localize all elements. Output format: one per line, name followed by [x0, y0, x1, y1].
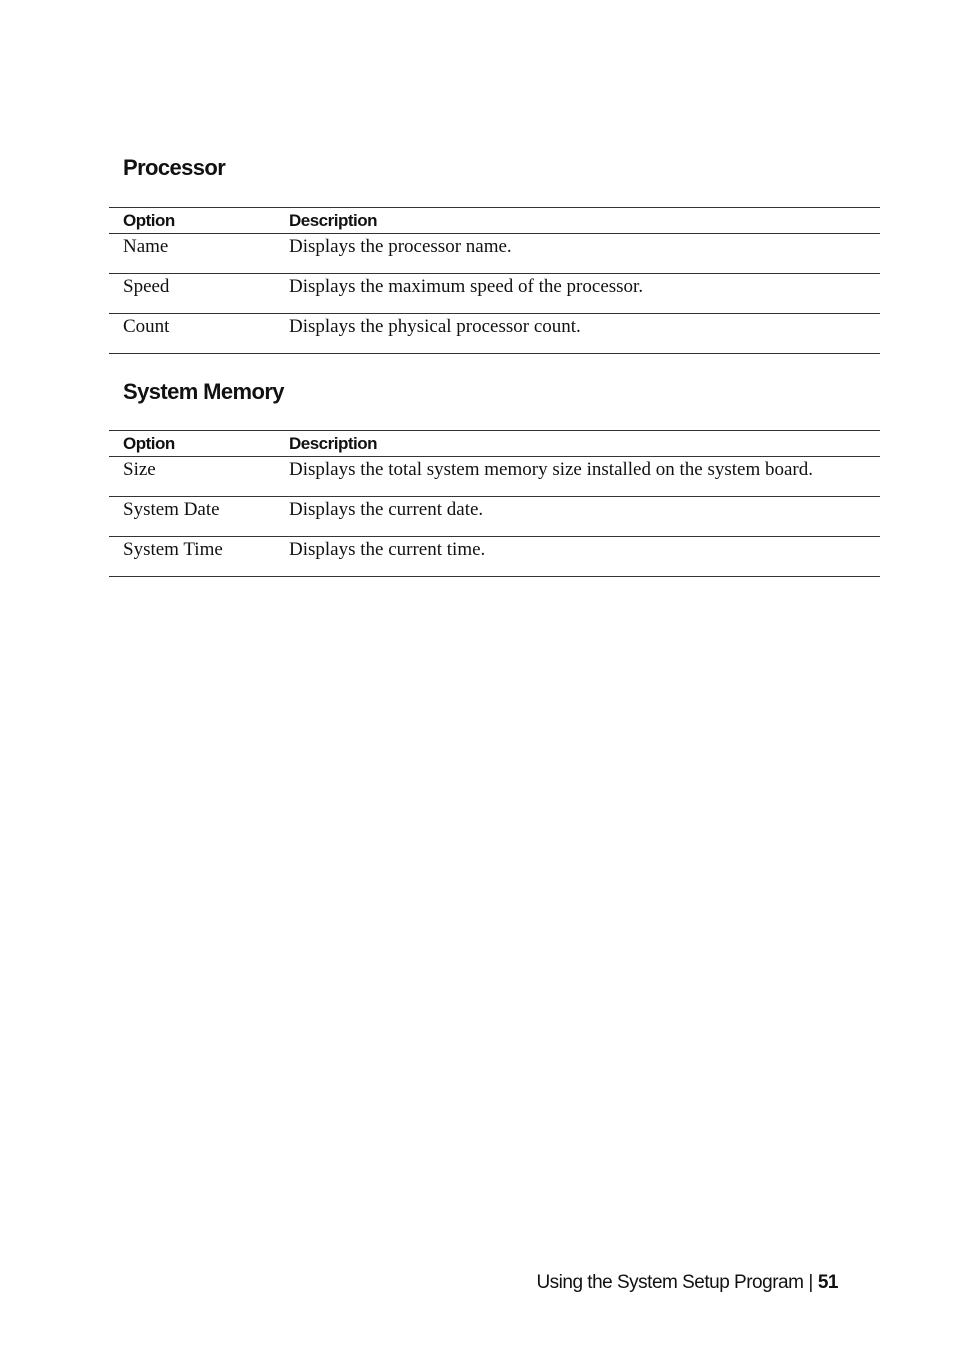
table-row	[109, 234, 880, 274]
footer-separator: |	[808, 1272, 813, 1293]
system-memory-table	[109, 430, 880, 577]
processor-heading: Processor	[123, 155, 226, 180]
description-cell: Displays the current date.	[275, 497, 880, 537]
table-row	[109, 497, 880, 537]
table-header-row	[109, 208, 880, 234]
table-row	[109, 457, 880, 497]
table-header-row	[109, 431, 880, 457]
option-cell: Name	[109, 234, 275, 274]
column-header-description: Description	[275, 431, 880, 457]
table-row	[109, 314, 880, 354]
footer-chapter-title: Using the System Setup Program	[536, 1272, 804, 1293]
description-cell: Displays the maximum speed of the processor.	[275, 274, 880, 314]
page-footer	[536, 1272, 838, 1294]
option-cell: Speed	[109, 274, 275, 314]
description-cell: Displays the processor name.	[275, 234, 880, 274]
column-header-option: Option	[109, 208, 275, 234]
description-cell: Displays the physical processor count.	[275, 314, 880, 354]
table-row	[109, 537, 880, 577]
system-memory-heading: System Memory	[123, 379, 284, 404]
table-row	[109, 274, 880, 314]
option-cell: System Date	[109, 497, 275, 537]
page-number: 51	[817, 1272, 838, 1293]
option-cell: Size	[109, 457, 275, 497]
description-cell: Displays the total system memory size installed on the system board.	[275, 457, 880, 497]
option-cell: System Time	[109, 537, 275, 577]
processor-table	[109, 207, 880, 354]
description-cell: Displays the current time.	[275, 537, 880, 577]
column-header-description: Description	[275, 208, 880, 234]
column-header-option: Option	[109, 431, 275, 457]
option-cell: Count	[109, 314, 275, 354]
